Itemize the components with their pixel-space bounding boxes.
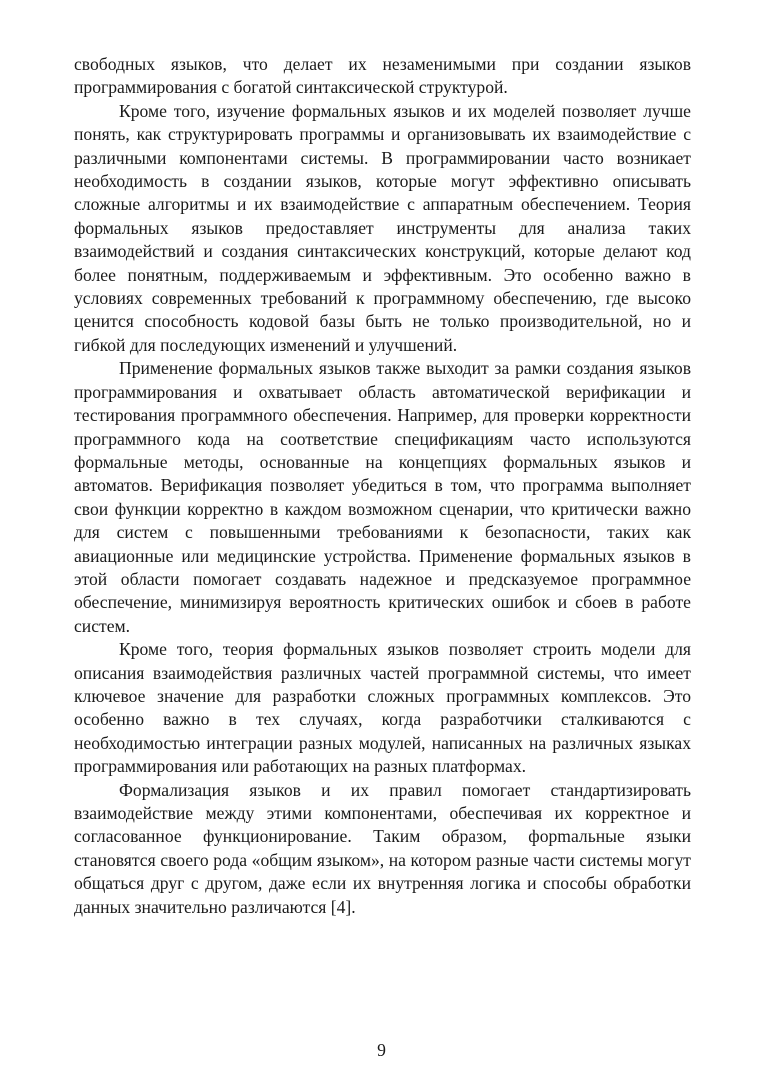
page-number: 9 [377,1040,386,1060]
paragraph-verification: Применение формальных языков также выходит за рамки создания языков программирования и охватывает область автоматической верификации и тестирования программного обеспечения. Например, для проверки корректности программного кода на соответствие спецификациям часто используются формальные методы, основанные на концепциях формальных языков и автоматов. Верификация позволяет убедиться в том, что программа выполняет свои функции корректно в каждом возможном сценарии, что критически важно для систем с повышенными требованиями к безопасности, таких как авиационные или медицинские устройства. Применение формальных языков в этой области помогает создавать надежное и предсказуемое программное обеспечение, минимизируя вероятность критических ошибок и сбоев в работе систем. [74,358,691,636]
paragraph-program-structure: Кроме того, изучение формальных языков и их моделей позволяет лучше понять, как структурировать программы и организовывать их взаимодействие с различными компонентами системы. В программировании часто возникает необходимость в создании языков, которые могут эффективно описывать сложные алгоритмы и их взаимодействие с аппаратным обеспечением. Теория формальных языков предоставляет инструменты для анализа таких взаимодействий и создания синтаксических конструкций, которые делают код более понятным, поддерживаемым и эффективным. Это особенно важно в условиях современных требований к программному обеспечению, где высоко ценится способность кодовой базы быть не только производительной, но и гибкой для последующих изменений и улучшений. [74,100,691,355]
paragraph-system-modeling: Кроме того, теория формальных языков позволяет строить модели для описания взаимодействия различных частей программной системы, что имеет ключевое значение для разработки сложных программных комплексов. Это особенно важно в тех случаях, когда разработчики сталкиваются с необходимостью интеграции разных модулей, написанных на различных языках программирования или работающих на разных платформах. [74,639,691,777]
paragraph-continuation: свободных языков, что делает их незаменимыми при создании языков программирования с богатой синтаксической структурой. [74,54,691,98]
document-body [74,53,691,919]
paragraph-formalization: Формализация языков и их правил помогает стандартизировать взаимодействие между этими компонентами, обеспечивая их корректное и согласованное функционирование. Таким образом, форmальные языки становятся своего рода «общим языком», на котором разные части системы могут общаться друг с другом, даже если их внутренняя логика и способы обработки данных значительно различаются [4]. [74,779,691,917]
